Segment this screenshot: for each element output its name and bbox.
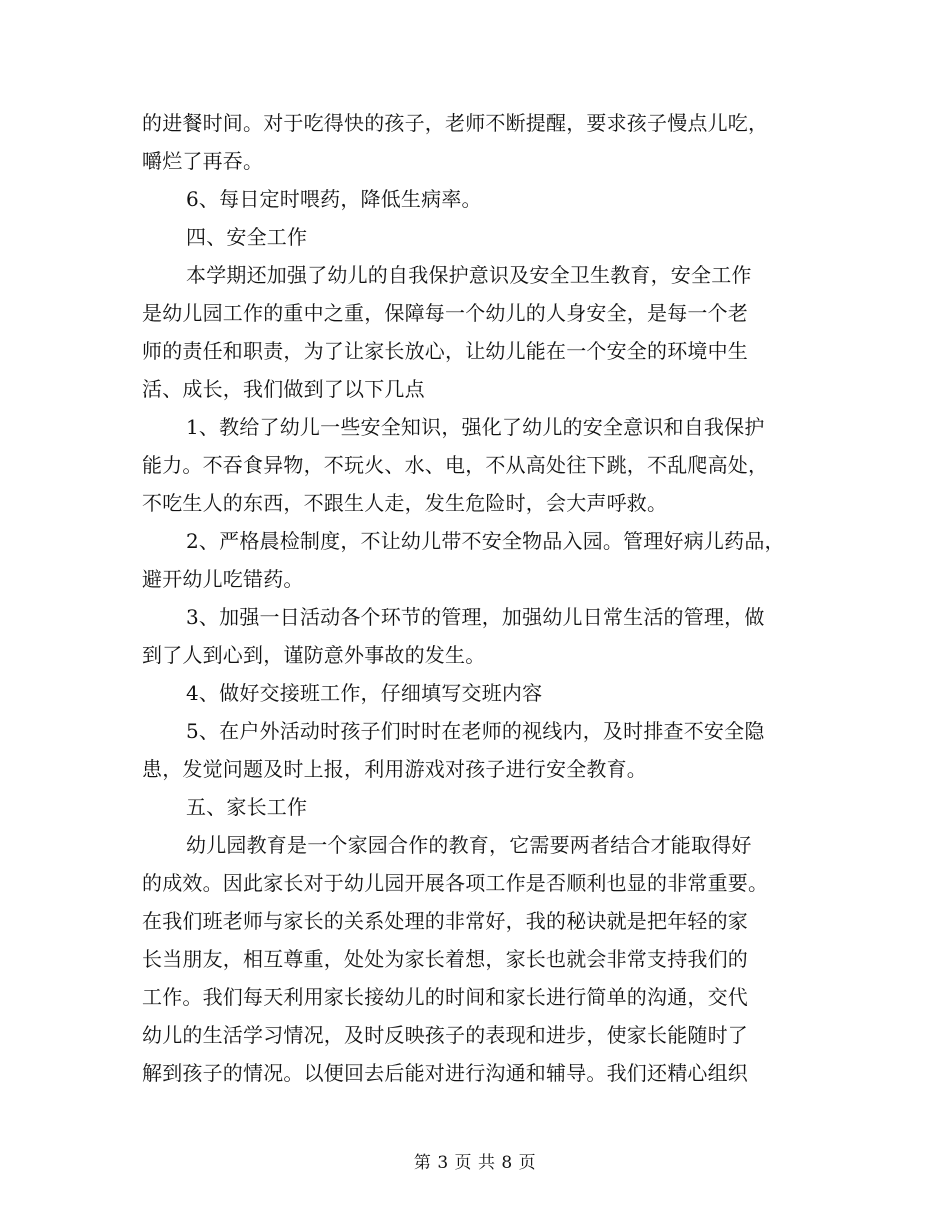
text-line: 2、严格晨检制度，不让幼儿带不安全物品入园。管理好病儿药品，	[186, 529, 785, 553]
text-line: 活、成长，我们做到了以下几点	[142, 377, 425, 401]
text-line: 是幼儿园工作的重中之重，保障每一个幼儿的人身安全，是每一个老	[142, 301, 748, 325]
text-line: 能力。不吞食异物，不玩火、水、电，不从高处往下跳，不乱爬高处，	[142, 453, 769, 477]
text-line: 幼儿园教育是一个家园合作的教育，它需要两者结合才能取得好	[186, 833, 752, 857]
text-line: 的进餐时间。对于吃得快的孩子，老师不断提醒，要求孩子慢点儿吃，	[142, 111, 769, 135]
text-line: 6、每日定时喂药，降低生病率。	[186, 187, 482, 211]
text-line: 四、安全工作	[186, 225, 308, 249]
document-body	[142, 104, 822, 1092]
text-line: 患，发觉问题及时上报，利用游戏对孩子进行安全教育。	[142, 757, 647, 781]
text-line: 4、做好交接班工作，仔细填写交班内容	[186, 681, 543, 705]
text-line: 解到孩子的情况。以便回去后能对进行沟通和辅导。我们还精心组织	[142, 1061, 748, 1085]
text-line: 1、教给了幼儿一些安全知识，强化了幼儿的安全意识和自我保护	[186, 415, 765, 439]
text-line: 幼儿的生活学习情况，及时反映孩子的表现和进步，使家长能随时了	[142, 1023, 748, 1047]
text-line: 的成效。因此家长对于幼儿园开展各项工作是否顺利也显的非常重要。	[142, 871, 769, 895]
text-line: 嚼烂了再吞。	[142, 149, 264, 173]
text-line: 本学期还加强了幼儿的自我保护意识及安全卫生教育，安全工作	[186, 263, 752, 287]
text-line: 到了人到心到，谨防意外事故的发生。	[142, 643, 486, 667]
text-line: 五、家长工作	[186, 795, 308, 819]
text-line: 5、在户外活动时孩子们时时在老师的视线内，及时排查不安全隐	[186, 719, 765, 743]
text-line: 工作。我们每天利用家长接幼儿的时间和家长进行简单的沟通，交代	[142, 985, 748, 1009]
text-line: 长当朋友，相互尊重，处处为家长着想，家长也就会非常支持我们的	[142, 947, 748, 971]
text-line: 避开幼儿吃错药。	[142, 567, 304, 591]
text-line: 3、加强一日活动各个环节的管理，加强幼儿日常生活的管理，做	[186, 605, 765, 629]
page-footer: 第 3 页 共 8 页	[413, 1153, 537, 1173]
text-line: 师的责任和职责，为了让家长放心，让幼儿能在一个安全的环境中生	[142, 339, 748, 363]
text-line: 不吃生人的东西，不跟生人走，发生危险时，会大声呼救。	[142, 491, 668, 515]
text-line: 在我们班老师与家长的关系处理的非常好，我的秘诀就是把年轻的家	[142, 909, 748, 933]
